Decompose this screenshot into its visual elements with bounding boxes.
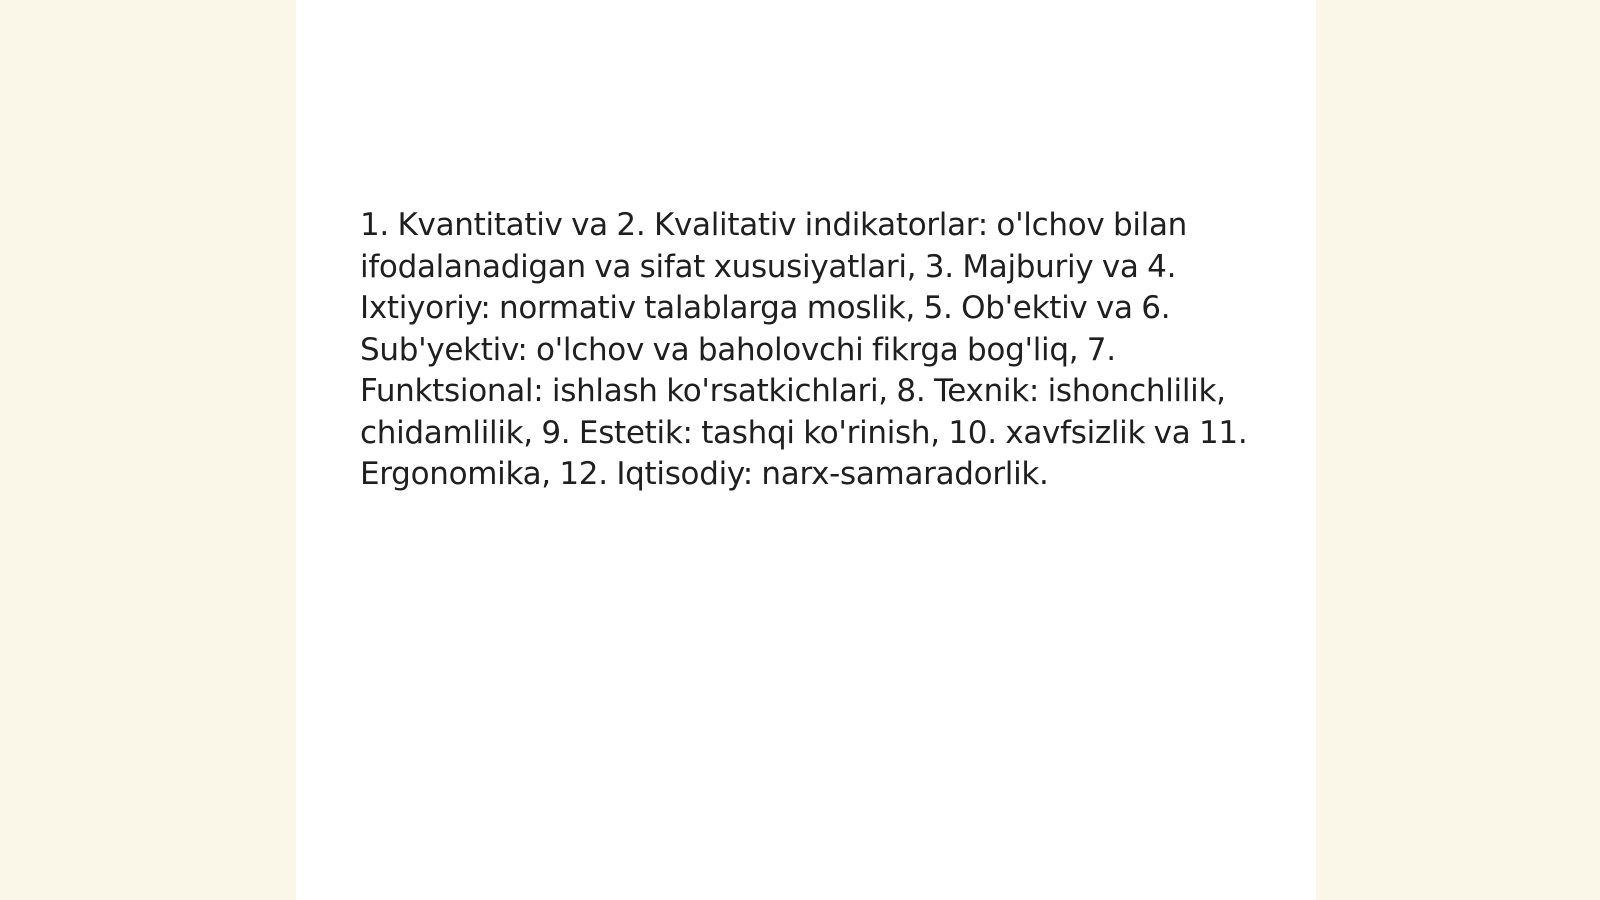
slide-body-text: 1. Kvantitativ va 2. Kvalitativ indikatorlar: o'lchov bilan ifodalanadigan va sifat xususiyatlari, 3. Majburiy va 4. Ixtiyoriy: normativ talablarga moslik, 5. Ob'ektiv va 6. Sub'yektiv: o'lchov va baholovchi fikrga bog'liq, 7. Funktsional: ishlash ko'rsatkichlari, 8. Texnik: ishonchlilik, chidamlilik, 9. Estetik: tashqi ko'rinish, 10. xavfsizlik va 11. Ergonomika, 12. Iqtisodiy: narx-samaradorlik.	[360, 207, 1248, 492]
slide	[296, 0, 1316, 900]
